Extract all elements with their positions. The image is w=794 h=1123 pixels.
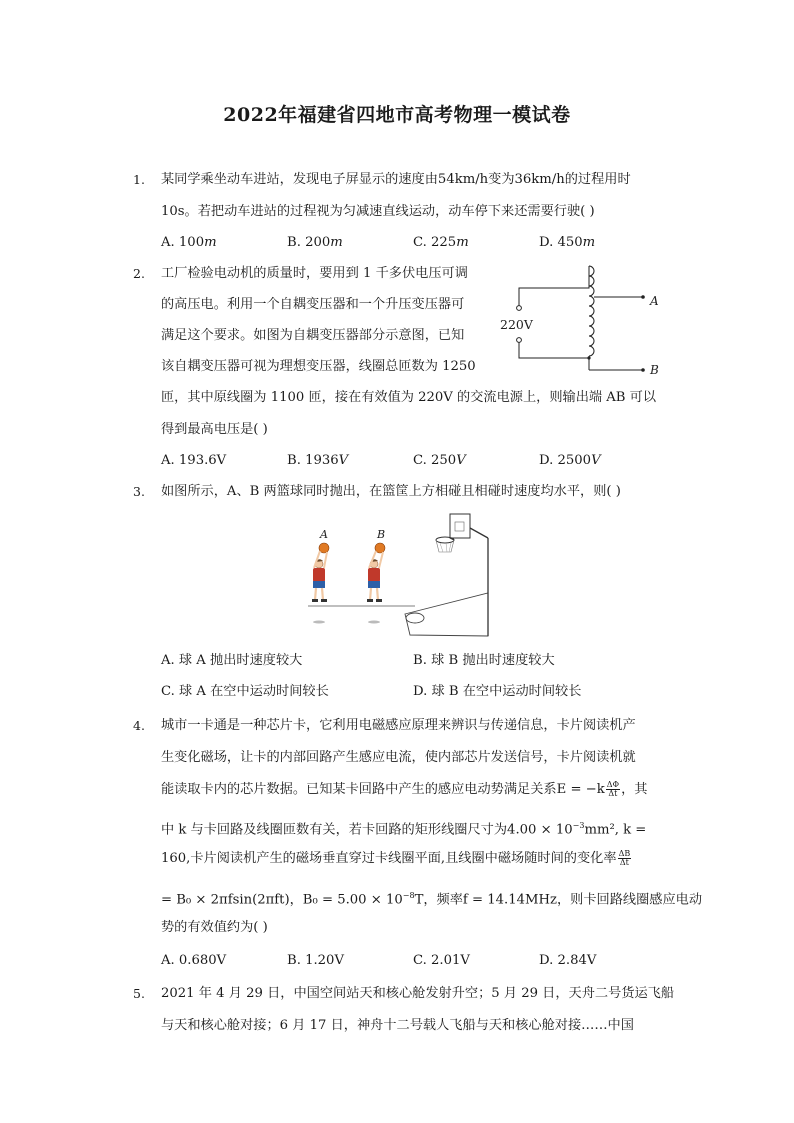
player-b-label: B bbox=[377, 528, 386, 541]
terminal-a-label: A bbox=[650, 294, 659, 308]
question-text-line: 中 k 与卡回路及线圈匝数有关，若卡回路的矩形线圈尺寸为$4.00 \times 10^{-3}mm^2$, k = bbox=[161, 821, 647, 838]
question-number: 1. bbox=[133, 172, 145, 187]
field-rate-fraction: $\frac{\Delta B}{\Delta t}$ bbox=[618, 849, 631, 867]
question-text-line: 城市一卡通是一种芯片卡，它利用电磁感应原理来辨识与传递信息，卡片阅读机产 bbox=[161, 718, 636, 733]
autotransformer-diagram bbox=[495, 258, 665, 383]
question-text-line: 势的有效值约为( ) bbox=[161, 920, 268, 935]
page-title: 2022年福建省四地市高考物理一模试卷 bbox=[223, 104, 571, 126]
question-number: 4. bbox=[133, 718, 145, 733]
terminal-b-label: B bbox=[650, 363, 659, 377]
question-text-line: 如图所示，A、B 两篮球同时抛出，在篮筐上方相碰且相碰时速度均水平，则( ) bbox=[161, 484, 621, 499]
question-text-line: 某同学乘坐动车进站，发现电子屏显示的速度由54km/h变为36km/h的过程用时 bbox=[161, 172, 631, 187]
question-text-line: 能读取卡内的芯片数据。已知某卡回路中产生的感应电动势满足关系E = −k $\frac{\Delta\Phi}{\Delta t}$ ，其 bbox=[161, 780, 648, 798]
question-text-line: 满足这个要求。如图为自耦变压器部分示意图，已知 bbox=[161, 328, 465, 343]
player-a-label: A bbox=[320, 528, 328, 541]
option-a[interactable]: A. 100m bbox=[161, 235, 217, 250]
question-text-line: 该自耦变压器可视为理想变压器，线圈总匝数为 1250 bbox=[161, 359, 476, 374]
option-c[interactable]: C. 2.01V bbox=[413, 953, 470, 968]
question-text-line: 160,卡片阅读机产生的磁场垂直穿过卡线圈平面,且线圈中磁场随时间的变化率 $\frac{\Delta B}{\Delta t}$ bbox=[161, 849, 631, 867]
question-text-line: 10s。若把动车进站的过程视为匀减速直线运动，动车停下来还需要行驶( ) bbox=[161, 204, 595, 219]
question-text-line: 的高压电。利用一个自耦变压器和一个升压变压器可 bbox=[161, 297, 465, 312]
flux-rate-fraction: $\frac{\Delta\Phi}{\Delta t}$ bbox=[606, 780, 620, 798]
option-b[interactable]: B. 200m bbox=[287, 235, 343, 250]
option-c[interactable]: C. 225m bbox=[413, 235, 469, 250]
option-b[interactable]: B. 1936V bbox=[287, 453, 349, 468]
question-text-line: = B₀ × 2πfsin(2πft)，$B_0 = 5.00 \times 10^{-8}T$，频率f = 14.14MHz，则卡回路线圈感应电动 bbox=[161, 891, 703, 908]
option-b[interactable]: B. 球 B 抛出时速度较大 bbox=[413, 653, 555, 668]
question-text-line: 2021 年 4 月 29 日，中国空间站天和核心舱发射升空；5 月 29 日，天舟二号货运飞船 bbox=[161, 986, 675, 1001]
option-a[interactable]: A. 0.680V bbox=[161, 953, 227, 968]
question-text-line: 与天和核心舱对接；6 月 17 日，神舟十二号载人飞船与天和核心舱对接……中国 bbox=[161, 1018, 634, 1033]
option-d[interactable]: D. 450m bbox=[539, 235, 596, 250]
option-d[interactable]: D. 球 B 在空中运动时间较长 bbox=[413, 684, 582, 699]
option-d[interactable]: D. 2500V bbox=[539, 453, 601, 468]
question-text-line: 生变化磁场，让卡的内部回路产生感应电流，使内部芯片发送信号，卡片阅读机就 bbox=[161, 750, 636, 765]
question-text-line: 工厂检验电动机的质量时，要用到 1 千多伏电压可调 bbox=[161, 266, 468, 281]
option-b[interactable]: B. 1.20V bbox=[287, 953, 344, 968]
question-number: 3. bbox=[133, 484, 145, 499]
basketball-diagram bbox=[300, 510, 495, 640]
question-number: 2. bbox=[133, 266, 145, 281]
voltage-label: 220V bbox=[500, 317, 533, 332]
option-d[interactable]: D. 2.84V bbox=[539, 953, 597, 968]
option-a[interactable]: A. 球 A 抛出时速度较大 bbox=[161, 653, 303, 668]
question-text-line: 得到最高电压是( ) bbox=[161, 422, 268, 437]
question-text-line: 匝，其中原线圈为 1100 匝，接在有效值为 220V 的交流电源上，则输出端 AB 可以 bbox=[161, 390, 657, 405]
question-number: 5. bbox=[133, 986, 145, 1001]
option-c[interactable]: C. 250V bbox=[413, 453, 466, 468]
option-a[interactable]: A. 193.6V bbox=[161, 453, 227, 468]
option-c[interactable]: C. 球 A 在空中运动时间较长 bbox=[161, 684, 329, 699]
